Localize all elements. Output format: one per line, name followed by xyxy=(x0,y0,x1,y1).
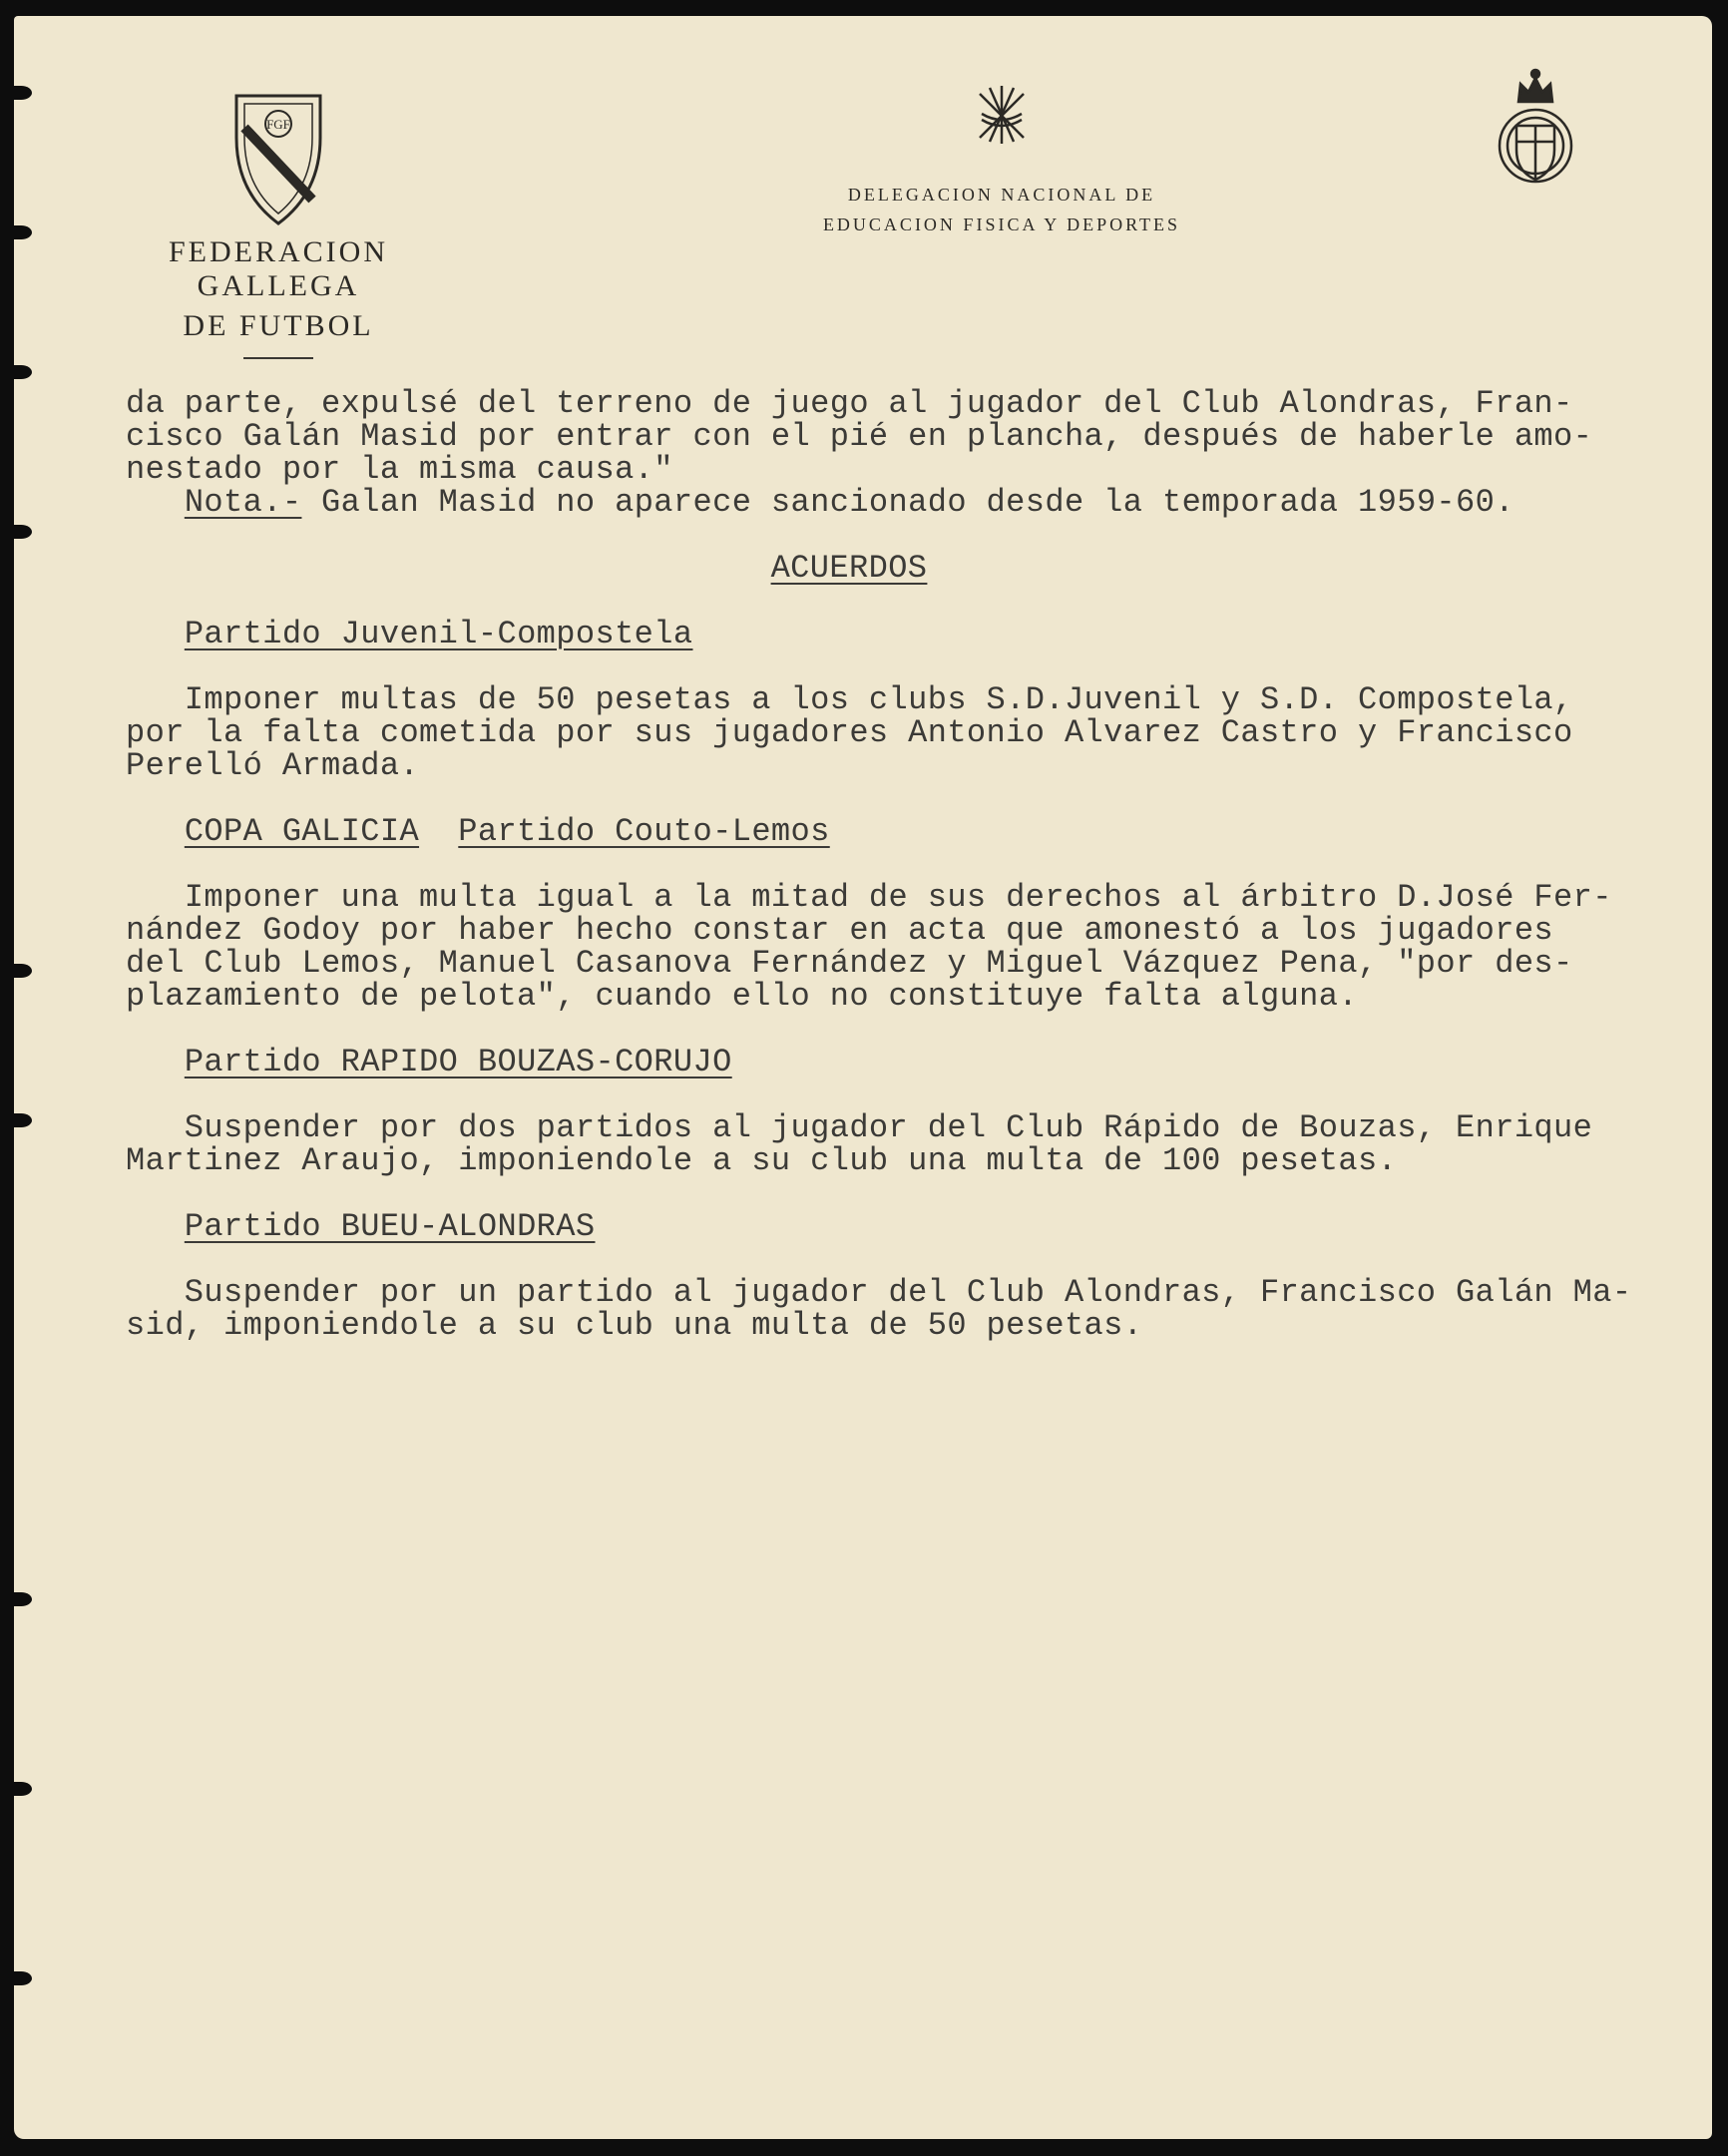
section-heading: Partido BUEU-ALONDRAS xyxy=(184,1208,596,1245)
federation-name-sub: DE FUTBOL xyxy=(183,309,374,342)
delegation-header xyxy=(712,80,1291,239)
delegation-line2: EDUCACION FISICA Y DEPORTES xyxy=(822,215,1181,234)
nota-label: Nota.- xyxy=(184,484,302,521)
yoke-and-arrows-icon xyxy=(974,80,1030,150)
text-line: Martinez Araujo, imponiendole a su club una multa de 100 pesetas. xyxy=(126,1142,1398,1179)
document-page xyxy=(14,16,1712,2139)
text-line: sid, imponiendole a su club una multa de 50 pesetas. xyxy=(126,1307,1143,1344)
section-prefix: COPA GALICIA xyxy=(184,813,420,850)
section-heading-line xyxy=(126,618,1682,650)
edge-tear xyxy=(14,1971,32,1985)
text-line: Suspender por dos partidos al jugador del Club Rápido de Bouzas, Enrique xyxy=(126,1109,1593,1146)
edge-tear xyxy=(14,1592,32,1606)
text-line: nández Godoy por haber hecho constar en acta que amonestó a los jugadores xyxy=(126,912,1554,949)
text-line: da parte, expulsé del terreno de juego al jugador del Club Alondras, Fran- xyxy=(126,385,1573,422)
section-heading-line xyxy=(126,1046,1682,1078)
text-line: cisco Galán Masid por entrar con el pié en plancha, después de haberle amo- xyxy=(126,418,1593,455)
text-line: Perelló Armada. xyxy=(126,747,420,784)
edge-tear xyxy=(14,1113,32,1127)
divider xyxy=(243,357,313,359)
federation-header xyxy=(114,88,443,359)
acuerdos-heading-line xyxy=(126,552,1682,585)
edge-tear xyxy=(14,964,32,978)
edge-tear xyxy=(14,86,32,100)
edge-tear xyxy=(14,1782,32,1796)
text-line: Imponer multas de 50 pesetas a los clubs S.D.Juvenil y S.D. Compostela, xyxy=(126,681,1573,718)
rfef-crown-crest-icon xyxy=(1491,62,1580,192)
edge-tear xyxy=(14,525,32,539)
section-heading: Partido Juvenil-Compostela xyxy=(184,616,693,652)
section-heading: Partido Couto-Lemos xyxy=(458,813,830,850)
fgf-shield-icon xyxy=(230,88,326,227)
svg-text:FGF: FGF xyxy=(266,117,290,132)
section-heading-line xyxy=(126,1210,1682,1243)
acuerdos-heading: ACUERDOS xyxy=(770,550,928,587)
text-line: Suspender por un partido al jugador del Club Alondras, Francisco Galán Ma- xyxy=(126,1274,1632,1311)
text-line: Imponer una multa igual a la mitad de sus derechos al árbitro D.José Fer- xyxy=(126,879,1612,916)
edge-tear xyxy=(14,365,32,379)
text-line: plazamiento de pelota", cuando ello no constituye falta alguna. xyxy=(126,978,1358,1015)
section-heading: Partido RAPIDO BOUZAS-CORUJO xyxy=(184,1044,732,1080)
edge-tear xyxy=(14,225,32,239)
section-heading-line xyxy=(126,815,1682,848)
federation-name: FEDERACION GALLEGA xyxy=(168,235,388,302)
text-line: por la falta cometida por sus jugadores Antonio Alvarez Castro y Francisco xyxy=(126,714,1573,751)
text-line: del Club Lemos, Manuel Casanova Fernández y Miguel Vázquez Pena, "por des- xyxy=(126,945,1573,982)
text-line: nestado por la misma causa." xyxy=(126,451,673,488)
rfef-emblem xyxy=(1491,62,1580,197)
nota-text: Galan Masid no aparece sancionado desde la temporada 1959-60. xyxy=(301,484,1514,521)
nota-line xyxy=(126,486,1682,519)
document-body xyxy=(126,387,1682,1342)
delegation-line1: DELEGACION NACIONAL DE xyxy=(847,185,1156,205)
